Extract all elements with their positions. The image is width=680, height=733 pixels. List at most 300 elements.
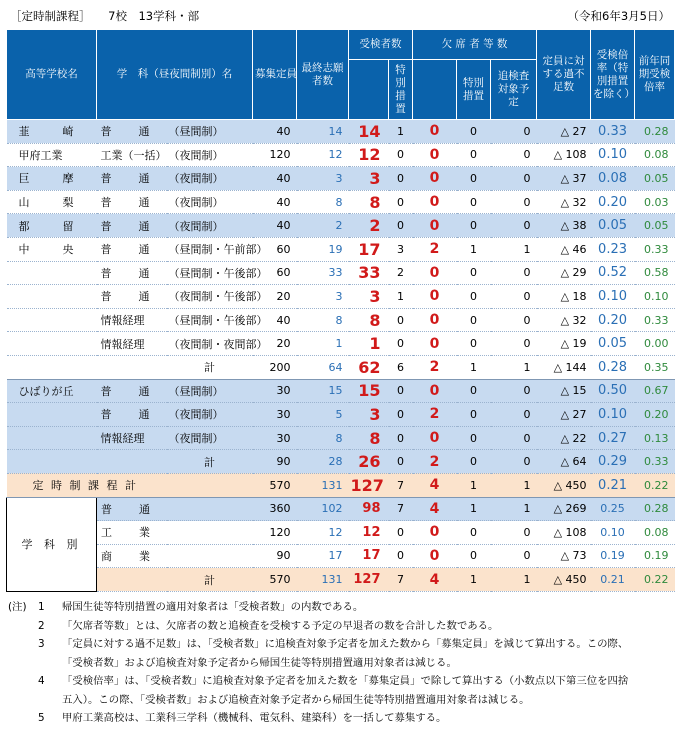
pending-cell: 0 <box>491 143 537 167</box>
applicants-cell: 8 <box>349 308 389 332</box>
absentees-cell: 0 <box>413 190 457 214</box>
subject-label: 学 科 別 <box>7 497 97 591</box>
table-head <box>7 30 675 120</box>
applicants-cell: 12 <box>349 521 389 545</box>
quota-cell: 570 <box>253 473 297 497</box>
absentees-special-cell: 0 <box>457 120 491 144</box>
table-row <box>7 285 675 309</box>
special-cell: 7 <box>389 568 413 592</box>
applicants-cell: 127 <box>349 473 389 497</box>
system-name: （夜間制） <box>167 214 253 238</box>
special-cell: 0 <box>389 332 413 356</box>
ratio-cell: 0.19 <box>591 544 635 568</box>
system-name: 計 <box>167 568 253 592</box>
system-name: 計 <box>167 355 253 379</box>
note-line <box>8 709 676 728</box>
absentees-cell: 0 <box>413 332 457 356</box>
table-row <box>7 332 675 356</box>
special-cell: 0 <box>389 403 413 427</box>
shortfall-cell: △ 46 <box>537 237 591 261</box>
special-cell: 0 <box>389 143 413 167</box>
col-pending: 追検査対象予定 <box>491 60 537 120</box>
applicants-cell: 1 <box>349 332 389 356</box>
special-cell: 0 <box>389 214 413 238</box>
shortfall-cell: △ 64 <box>537 450 591 474</box>
school-name <box>7 355 97 379</box>
dept-name: 情報経理 <box>97 332 167 356</box>
prev-ratio-cell: 0.33 <box>635 450 675 474</box>
subject-row <box>7 497 675 521</box>
quota-cell: 20 <box>253 285 297 309</box>
pending-cell: 1 <box>491 473 537 497</box>
col-special: 特別措置 <box>389 60 413 120</box>
shortfall-cell: △ 108 <box>537 143 591 167</box>
system-name: （昼間制） <box>167 379 253 403</box>
ratio-cell: 0.27 <box>591 426 635 450</box>
special-cell: 3 <box>389 237 413 261</box>
table-row <box>7 379 675 403</box>
table-row <box>7 426 675 450</box>
school-name <box>7 261 97 285</box>
applicants-cell: 8 <box>349 190 389 214</box>
school-name: 中 央 <box>7 237 97 261</box>
note-number: 4 <box>38 675 45 687</box>
special-cell: 1 <box>389 120 413 144</box>
quota-cell: 120 <box>253 521 297 545</box>
course-category: ［定時制課程］ <box>10 9 91 23</box>
shortfall-cell: △ 27 <box>537 120 591 144</box>
dept-name: 普 通 <box>97 167 167 191</box>
note-line <box>8 598 676 617</box>
final-applicants-cell: 19 <box>297 237 349 261</box>
absentees-cell: 4 <box>413 497 457 521</box>
absentees-special-cell: 0 <box>457 190 491 214</box>
final-applicants-cell: 17 <box>297 544 349 568</box>
final-applicants-cell: 3 <box>297 285 349 309</box>
dept-name <box>97 568 167 592</box>
note-line <box>8 672 676 691</box>
system-name: （夜間制・夜間部） <box>167 332 253 356</box>
dept-name: 商 業 <box>97 544 167 568</box>
ratio-cell: 0.20 <box>591 190 635 214</box>
absentees-special-cell: 0 <box>457 521 491 545</box>
prev-ratio-cell: 0.22 <box>635 568 675 592</box>
absentees-cell: 4 <box>413 473 457 497</box>
table-row <box>7 308 675 332</box>
final-applicants-cell: 131 <box>297 473 349 497</box>
dept-name: 普 通 <box>97 261 167 285</box>
quota-cell: 40 <box>253 167 297 191</box>
absentees-special-cell: 0 <box>457 214 491 238</box>
school-name <box>7 450 97 474</box>
table-row <box>7 120 675 144</box>
ratio-cell: 0.25 <box>591 497 635 521</box>
special-cell: 7 <box>389 497 413 521</box>
final-applicants-cell: 33 <box>297 261 349 285</box>
note-text: 「受検倍率」は、「受検者数」に追検査対象予定者を加えた数を「募集定員」で除して算出する（小数点以下第三位を四捨 <box>62 675 629 687</box>
special-cell: 6 <box>389 355 413 379</box>
quota-cell: 90 <box>253 450 297 474</box>
special-cell: 0 <box>389 544 413 568</box>
special-cell: 0 <box>389 167 413 191</box>
final-applicants-cell: 2 <box>297 214 349 238</box>
prev-ratio-cell: 0.28 <box>635 120 675 144</box>
table-row <box>7 190 675 214</box>
system-name <box>167 497 253 521</box>
system-name: （昼間制・午前部） <box>167 237 253 261</box>
pending-cell: 0 <box>491 450 537 474</box>
school-name <box>7 426 97 450</box>
table-row <box>7 143 675 167</box>
note-text: 「定員に対する過不足数」は、「受検者数」に追検査対象予定者を加えた数から「募集定員」を減じて算出する。この際、 <box>62 638 629 650</box>
prev-ratio-cell: 0.03 <box>635 190 675 214</box>
final-applicants-cell: 12 <box>297 143 349 167</box>
prev-ratio-cell: 0.00 <box>635 332 675 356</box>
dept-name: 普 通 <box>97 214 167 238</box>
absentees-cell: 2 <box>413 450 457 474</box>
quota-cell: 90 <box>253 544 297 568</box>
ratio-cell: 0.10 <box>591 521 635 545</box>
absentees-special-cell: 1 <box>457 237 491 261</box>
quota-cell: 120 <box>253 143 297 167</box>
absentees-special-cell: 0 <box>457 308 491 332</box>
report-header <box>6 6 674 26</box>
ratio-cell: 0.08 <box>591 167 635 191</box>
applicants-cell: 33 <box>349 261 389 285</box>
pending-cell: 1 <box>491 237 537 261</box>
ratio-cell: 0.29 <box>591 450 635 474</box>
subject-row <box>7 568 675 592</box>
final-applicants-cell: 15 <box>297 379 349 403</box>
dept-name: 普 通 <box>97 497 167 521</box>
prev-ratio-cell: 0.20 <box>635 403 675 427</box>
applicants-cell: 62 <box>349 355 389 379</box>
prev-ratio-cell: 0.35 <box>635 355 675 379</box>
shortfall-cell: △ 29 <box>537 261 591 285</box>
pending-cell: 0 <box>491 167 537 191</box>
prev-ratio-cell: 0.67 <box>635 379 675 403</box>
absentees-cell: 0 <box>413 120 457 144</box>
applicants-cell: 12 <box>349 143 389 167</box>
col-dept: 学 科（昼夜間制別）名 <box>97 30 253 120</box>
note-line <box>8 635 676 654</box>
absentees-cell: 0 <box>413 426 457 450</box>
dept-name: 普 通 <box>97 120 167 144</box>
system-name: （昼間制・午後部） <box>167 261 253 285</box>
system-name: 計 <box>167 450 253 474</box>
ratio-cell: 0.21 <box>591 568 635 592</box>
note-text: 「受検者数」および追検査対象予定者から帰国生徒等特別措置適用対象者は減じる。 <box>62 656 457 669</box>
shortfall-cell: △ 38 <box>537 214 591 238</box>
pending-cell: 0 <box>491 190 537 214</box>
ratio-cell: 0.05 <box>591 332 635 356</box>
table-row <box>7 214 675 238</box>
applicants-cell: 3 <box>349 403 389 427</box>
applicants-cell: 26 <box>349 450 389 474</box>
absentees-special-cell: 0 <box>457 544 491 568</box>
subject-row <box>7 521 675 545</box>
absentees-cell: 2 <box>413 237 457 261</box>
shortfall-cell: △ 450 <box>537 568 591 592</box>
final-applicants-cell: 28 <box>297 450 349 474</box>
table-row <box>7 403 675 427</box>
ratio-cell: 0.28 <box>591 355 635 379</box>
ratio-cell: 0.05 <box>591 214 635 238</box>
shortfall-cell: △ 18 <box>537 285 591 309</box>
col-ratio: 受検倍率（特別措置を除く） <box>591 30 635 120</box>
absentees-special-cell: 0 <box>457 143 491 167</box>
absentees-special-cell: 0 <box>457 426 491 450</box>
absentees-cell: 0 <box>413 261 457 285</box>
final-applicants-cell: 5 <box>297 403 349 427</box>
shortfall-cell: △ 37 <box>537 167 591 191</box>
dept-name: 普 通 <box>97 379 167 403</box>
shortfall-cell: △ 32 <box>537 190 591 214</box>
note-line <box>8 617 676 636</box>
final-applicants-cell: 131 <box>297 568 349 592</box>
quota-cell: 60 <box>253 261 297 285</box>
system-name: （昼間制・午後部） <box>167 308 253 332</box>
school-name: 韮 崎 <box>7 120 97 144</box>
quota-cell: 200 <box>253 355 297 379</box>
note-number: 2 <box>38 619 45 632</box>
note-text: 甲府工業高校は、工業科三学科（機械科、電気科、建築科）を一括して募集する。 <box>62 712 447 724</box>
note-number: 3 <box>38 638 45 650</box>
absentees-cell: 0 <box>413 544 457 568</box>
applicants-cell: 3 <box>349 285 389 309</box>
table-row <box>7 355 675 379</box>
quota-cell: 40 <box>253 190 297 214</box>
final-applicants-cell: 3 <box>297 167 349 191</box>
dept-name: 普 通 <box>97 285 167 309</box>
special-cell: 7 <box>389 473 413 497</box>
school-name <box>7 332 97 356</box>
final-applicants-cell: 102 <box>297 497 349 521</box>
school-name: 巨 摩 <box>7 167 97 191</box>
notes-label: (注) <box>8 601 27 613</box>
quota-cell: 30 <box>253 426 297 450</box>
absentees-special-cell: 0 <box>457 450 491 474</box>
absentees-special-cell: 0 <box>457 167 491 191</box>
ratio-cell: 0.10 <box>591 403 635 427</box>
pending-cell: 0 <box>491 403 537 427</box>
system-name <box>167 521 253 545</box>
applicants-cell: 127 <box>349 568 389 592</box>
course-total-row <box>7 473 675 497</box>
school-name: ひばりが丘 <box>7 379 97 403</box>
prev-ratio-cell: 0.05 <box>635 214 675 238</box>
table-row <box>7 237 675 261</box>
dept-name <box>97 450 167 474</box>
pending-cell: 0 <box>491 214 537 238</box>
prev-ratio-cell: 0.28 <box>635 497 675 521</box>
shortfall-cell: △ 108 <box>537 521 591 545</box>
dept-name <box>97 355 167 379</box>
pending-cell: 0 <box>491 521 537 545</box>
applicants-cell: 3 <box>349 167 389 191</box>
applicants-cell: 98 <box>349 497 389 521</box>
quota-cell: 30 <box>253 403 297 427</box>
quota-cell: 20 <box>253 332 297 356</box>
shortfall-cell: △ 27 <box>537 403 591 427</box>
subject-row <box>7 544 675 568</box>
special-cell: 0 <box>389 308 413 332</box>
results-table <box>6 29 675 592</box>
absentees-cell: 2 <box>413 403 457 427</box>
final-applicants-cell: 12 <box>297 521 349 545</box>
applicants-cell: 8 <box>349 426 389 450</box>
absentees-special-cell: 1 <box>457 355 491 379</box>
absentees-special-cell: 0 <box>457 379 491 403</box>
absentees-cell: 0 <box>413 379 457 403</box>
note-line <box>8 654 676 673</box>
pending-cell: 0 <box>491 285 537 309</box>
final-applicants-cell: 8 <box>297 426 349 450</box>
system-name: （夜間制・午後部） <box>167 285 253 309</box>
ratio-cell: 0.50 <box>591 379 635 403</box>
absentees-cell: 0 <box>413 308 457 332</box>
prev-ratio-cell: 0.22 <box>635 473 675 497</box>
pending-cell: 1 <box>491 568 537 592</box>
school-name <box>7 403 97 427</box>
school-name: 甲府工業 <box>7 143 97 167</box>
table-row <box>7 167 675 191</box>
note-number: 5 <box>38 712 45 724</box>
final-applicants-cell: 1 <box>297 332 349 356</box>
note-line <box>8 691 676 710</box>
shortfall-cell: △ 73 <box>537 544 591 568</box>
pending-cell: 1 <box>491 497 537 521</box>
absentees-cell: 2 <box>413 355 457 379</box>
absentees-special-cell: 0 <box>457 403 491 427</box>
pending-cell: 0 <box>491 426 537 450</box>
shortfall-cell: △ 450 <box>537 473 591 497</box>
special-cell: 0 <box>389 426 413 450</box>
absentees-special-cell: 0 <box>457 332 491 356</box>
applicants-cell: 17 <box>349 544 389 568</box>
report-date: （令和6年3月5日） <box>567 9 670 23</box>
final-applicants-cell: 8 <box>297 190 349 214</box>
ratio-cell: 0.20 <box>591 308 635 332</box>
absentees-special-cell: 0 <box>457 261 491 285</box>
pending-cell: 0 <box>491 332 537 356</box>
absentees-cell: 4 <box>413 568 457 592</box>
ratio-cell: 0.10 <box>591 143 635 167</box>
pending-cell: 0 <box>491 120 537 144</box>
pending-cell: 0 <box>491 544 537 568</box>
pending-cell: 1 <box>491 355 537 379</box>
col-shortfall: 定員に対する過不足数 <box>537 30 591 120</box>
absentees-special-cell: 1 <box>457 568 491 592</box>
system-name: （夜間制） <box>167 143 253 167</box>
school-name: 山 梨 <box>7 190 97 214</box>
system-name: （夜間制） <box>167 426 253 450</box>
shortfall-cell: △ 19 <box>537 332 591 356</box>
absentees-cell: 0 <box>413 521 457 545</box>
prev-ratio-cell: 0.05 <box>635 167 675 191</box>
system-name: （昼間制） <box>167 120 253 144</box>
final-applicants-cell: 64 <box>297 355 349 379</box>
shortfall-cell: △ 144 <box>537 355 591 379</box>
applicants-cell: 14 <box>349 120 389 144</box>
col-abs-special: 特別措置 <box>457 60 491 120</box>
dept-name: 普 通 <box>97 403 167 427</box>
pending-cell: 0 <box>491 308 537 332</box>
school-count: 7校 13学科・部 <box>108 9 200 23</box>
shortfall-cell: △ 22 <box>537 426 591 450</box>
col-final: 最終志願者数 <box>297 30 349 120</box>
dept-name: 工業（一括） <box>97 143 167 167</box>
prev-ratio-cell: 0.19 <box>635 544 675 568</box>
system-name <box>167 544 253 568</box>
absentees-cell: 0 <box>413 167 457 191</box>
system-name: （夜間制） <box>167 403 253 427</box>
prev-ratio-cell: 0.33 <box>635 308 675 332</box>
school-name <box>7 308 97 332</box>
prev-ratio-cell: 0.08 <box>635 521 675 545</box>
quota-cell: 40 <box>253 308 297 332</box>
course-total-label: 定 時 制 課 程 計 <box>7 473 253 497</box>
absentees-cell: 0 <box>413 214 457 238</box>
special-cell: 1 <box>389 285 413 309</box>
absentees-cell: 0 <box>413 143 457 167</box>
ratio-cell: 0.10 <box>591 285 635 309</box>
final-applicants-cell: 8 <box>297 308 349 332</box>
note-text: 帰国生徒等特別措置の適用対象者は「受検者数」の内数である。 <box>62 601 364 613</box>
col-school: 高等学校名 <box>7 30 97 120</box>
quota-cell: 360 <box>253 497 297 521</box>
prev-ratio-cell: 0.13 <box>635 426 675 450</box>
notes <box>8 598 676 728</box>
special-cell: 0 <box>389 521 413 545</box>
dept-name: 普 通 <box>97 237 167 261</box>
absentees-special-cell: 1 <box>457 473 491 497</box>
ratio-cell: 0.52 <box>591 261 635 285</box>
dept-name: 情報経理 <box>97 308 167 332</box>
col-absentees: 欠 席 者 等 数 <box>413 30 537 60</box>
ratio-cell: 0.21 <box>591 473 635 497</box>
quota-cell: 40 <box>253 214 297 238</box>
absentees-special-cell: 1 <box>457 497 491 521</box>
dept-name: 情報経理 <box>97 426 167 450</box>
shortfall-cell: △ 32 <box>537 308 591 332</box>
special-cell: 2 <box>389 261 413 285</box>
system-name: （夜間制） <box>167 190 253 214</box>
applicants-cell: 15 <box>349 379 389 403</box>
special-cell: 0 <box>389 450 413 474</box>
ratio-cell: 0.23 <box>591 237 635 261</box>
prev-ratio-cell: 0.08 <box>635 143 675 167</box>
special-cell: 0 <box>389 379 413 403</box>
table-row <box>7 261 675 285</box>
quota-cell: 60 <box>253 237 297 261</box>
col-quota: 募集定員 <box>253 30 297 120</box>
quota-cell: 30 <box>253 379 297 403</box>
note-number: 1 <box>38 601 45 613</box>
final-applicants-cell: 14 <box>297 120 349 144</box>
special-cell: 0 <box>389 190 413 214</box>
note-text: 五入）。この際、「受検者数」および追検査対象予定者から帰国生徒等特別措置適用対象者は減じる。 <box>62 693 530 706</box>
table-row <box>7 450 675 474</box>
prev-ratio-cell: 0.10 <box>635 285 675 309</box>
prev-ratio-cell: 0.33 <box>635 237 675 261</box>
prev-ratio-cell: 0.58 <box>635 261 675 285</box>
system-name: （夜間制） <box>167 167 253 191</box>
school-name <box>7 285 97 309</box>
absentees-cell: 0 <box>413 285 457 309</box>
table-body <box>7 120 675 592</box>
dept-name: 工 業 <box>97 521 167 545</box>
